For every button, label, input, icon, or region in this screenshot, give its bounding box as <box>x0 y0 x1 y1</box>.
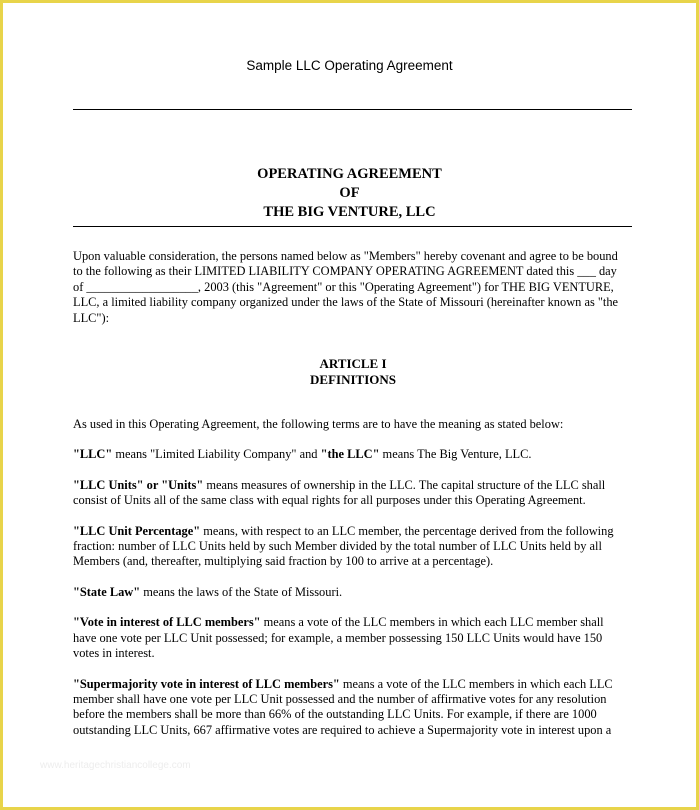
definition-text: outstanding LLC Units, 667 affirmative votes are required to achieve a Supermajority vote in interest upon a <box>73 722 612 737</box>
header-rule <box>73 109 632 110</box>
definition-text: member shall have one vote per LLC Unit possessed and the number of affirmative votes for any resolution <box>73 691 607 706</box>
document-body <box>73 249 633 738</box>
definition-supermajority <box>73 677 633 739</box>
definition-text: Members (and, thereafter, multiplying said fraction by 100 to arrive at a percentage). <box>73 554 494 569</box>
definition-llc-units <box>73 478 633 509</box>
definition-text: means The Big Venture, LLC. <box>379 447 532 462</box>
intro-line: LLC, a limited liability company organized under the laws of the State of Missouri (hereinafter known as "the <box>73 295 619 310</box>
defined-term: "State Law" <box>73 584 141 599</box>
defined-term: "Supermajority vote in interest of LLC members" <box>73 676 340 691</box>
title-line-3: THE BIG VENTURE, LLC <box>263 204 436 220</box>
document-title <box>0 165 699 222</box>
intro-paragraph <box>73 249 633 326</box>
definition-text: means "Limited Liability Company" and <box>112 447 321 462</box>
definition-state-law <box>73 585 633 600</box>
intro-line: to the following as their LIMITED LIABILITY COMPANY OPERATING AGREEMENT dated this ___ day <box>73 264 617 279</box>
definition-text: means the laws of the State of Missouri. <box>140 584 343 599</box>
definition-text: fraction: number of LLC Units held by such Member divided by the total number of LLC Units held by all <box>73 539 602 554</box>
definition-text: consist of Units all of the same class with equal rights for all purposes under this Operating Agreement. <box>73 493 586 508</box>
running-header: Sample LLC Operating Agreement <box>246 58 453 73</box>
defined-term: "LLC Units" or "Units" <box>73 477 204 492</box>
watermark: www.heritagechristiancollege.com <box>40 760 191 771</box>
definition-text: votes in interest. <box>73 646 155 661</box>
title-line-2: OF <box>339 185 360 201</box>
definition-llc <box>73 447 633 462</box>
defined-term: "the LLC" <box>320 447 380 462</box>
definition-text: means measures of ownership in the LLC. The capital structure of the LLC shall <box>203 477 606 492</box>
defined-term: "LLC" <box>73 447 113 462</box>
definition-vote-in-interest <box>73 615 633 661</box>
definition-text: have one vote per LLC Unit possessed; for example, a member possessing 150 LLC Units would have 150 <box>73 630 603 645</box>
definition-unit-percentage <box>73 524 633 570</box>
defined-term: "LLC Unit Percentage" <box>73 523 201 538</box>
definition-text: means a vote of the LLC members in which each LLC <box>339 676 613 691</box>
intro-line: Upon valuable consideration, the persons named below as "Members" hereby covenant and agree to be bound <box>73 249 618 263</box>
title-rule <box>73 226 632 227</box>
defined-term: "Vote in interest of LLC members" <box>73 615 261 630</box>
definition-text: before the members shall be more than 66% of the outstanding LLC Units. For example, if there are 1000 <box>73 707 597 722</box>
article-title: DEFINITIONS <box>310 371 396 387</box>
article-number: ARTICLE I <box>319 356 387 372</box>
definition-text: means, with respect to an LLC member, the percentage derived from the following <box>200 523 614 538</box>
article-heading <box>73 356 633 387</box>
intro-line: LLC"): <box>73 310 110 325</box>
intro-line: of __________________, 2003 (this "Agreement" or this "Operating Agreement") for THE BIG VENTURE, <box>73 279 614 294</box>
title-line-1: OPERATING AGREEMENT <box>257 166 442 182</box>
definitions-lead-in: As used in this Operating Agreement, the following terms are to have the meaning as stated below: <box>73 417 564 432</box>
definition-text: means a vote of the LLC members in which each LLC member shall <box>260 615 604 630</box>
